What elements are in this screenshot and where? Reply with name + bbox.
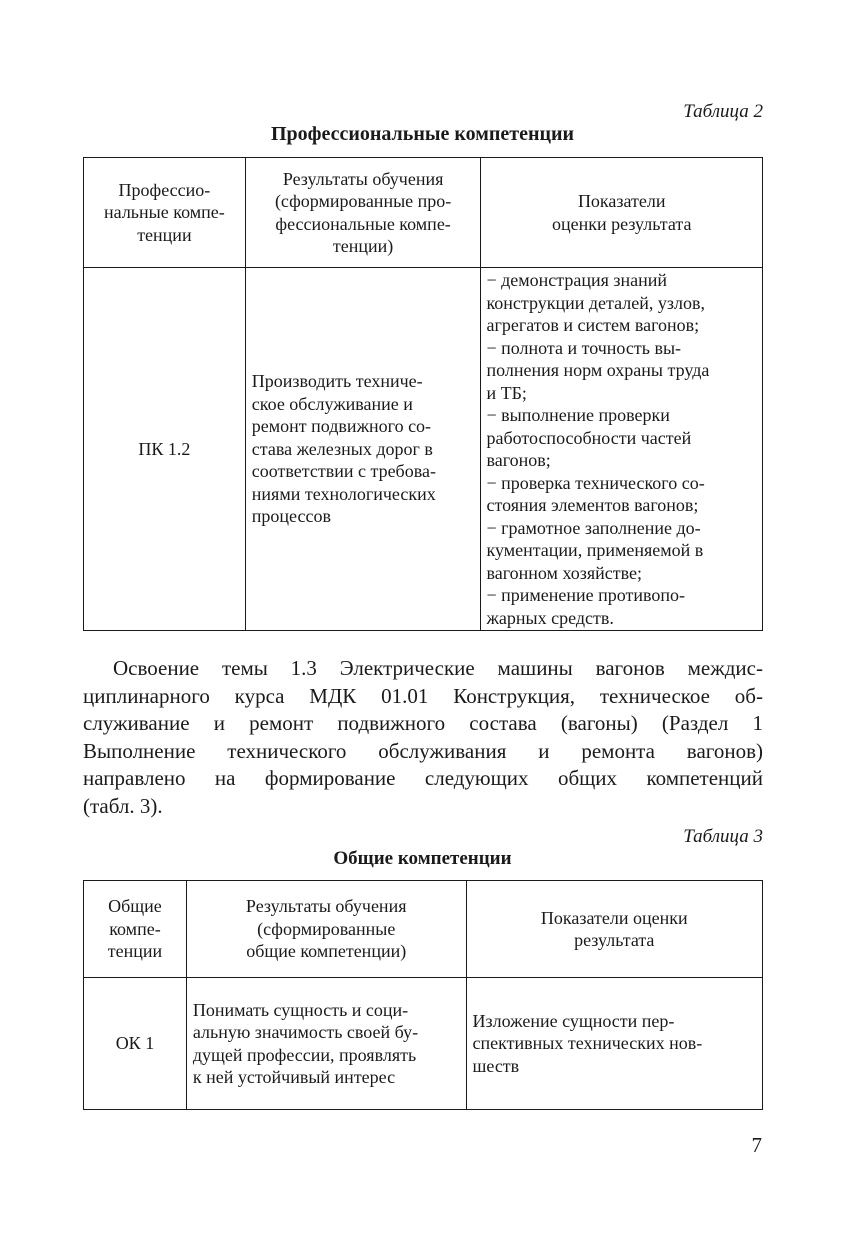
- cell-line: к ней устойчивый интерес: [192, 1067, 396, 1087]
- cell-line: Понимать сущность и соци-: [192, 999, 409, 1020]
- table2-indicator-cell: [481, 268, 763, 631]
- cell-line: жарных средств.: [486, 607, 614, 628]
- table3-indicator-cell: [466, 978, 762, 1110]
- table2-caption: Таблица 2: [683, 101, 763, 122]
- header-line: результата: [574, 930, 655, 950]
- paragraph-line: Выполнение технического обслуживания и ремонта вагонов): [83, 738, 763, 763]
- cell-line: − выполнение проверки: [486, 405, 670, 425]
- cell-line: и ТБ;: [486, 382, 527, 403]
- cell-line: конструкции деталей, узлов,: [486, 292, 705, 313]
- header-line: (сформированные: [257, 918, 396, 939]
- table2-header-competence: [84, 158, 246, 268]
- header-line: общие компетенции): [246, 941, 407, 962]
- table-row: [84, 978, 763, 1110]
- table3-header-competence: [84, 881, 187, 978]
- header-line: Общие: [108, 896, 162, 917]
- header-line: тенции: [137, 224, 192, 245]
- cell-line: вагонов;: [486, 450, 551, 470]
- body-paragraph: [83, 655, 763, 820]
- header-line: Показатели оценки: [540, 907, 688, 928]
- table-row: [84, 268, 763, 631]
- header-line: Результаты обучения: [282, 168, 444, 189]
- header-line: Показатели: [577, 191, 666, 211]
- table3-caption: Таблица 3: [683, 826, 763, 847]
- table2-header-results: [245, 158, 481, 268]
- paragraph-line: (табл. 3).: [83, 793, 163, 818]
- header-line: Результаты обучения: [245, 896, 407, 917]
- header-line: компе-: [109, 918, 161, 939]
- table3-header-results: [186, 881, 466, 978]
- cell-line: работоспособности частей: [486, 427, 692, 448]
- cell-line: агрегатов и систем вагонов;: [486, 315, 700, 335]
- cell-line: става железных дорог в: [251, 438, 433, 459]
- paragraph-line: служивание и ремонт подвижного состава (вагоны) (Раздел 1: [83, 711, 763, 735]
- paragraph-line: направлено на формирование следующих общих компетенций: [83, 766, 763, 790]
- cell-line: альную значимость своей бу-: [192, 1022, 419, 1042]
- table2-title: Профессиональные компетенции: [270, 123, 575, 145]
- page-number: 7: [751, 1133, 762, 1157]
- header-line: (сформированные про-: [274, 191, 452, 211]
- table2: [83, 157, 763, 631]
- table3-result-cell: [186, 978, 466, 1110]
- header-line: Профессио-: [118, 179, 211, 200]
- cell-line: ремонт подвижного со-: [251, 416, 432, 437]
- table3-header-row: [84, 881, 763, 978]
- cell-line: − применение противопо-: [486, 585, 686, 605]
- cell-line: Производить техниче-: [251, 371, 423, 392]
- header-line: нальные компе-: [104, 202, 225, 223]
- cell-line: соответствии с требова-: [251, 461, 436, 482]
- table2-header-indicators: [481, 158, 763, 268]
- header-line: тенции: [107, 941, 163, 962]
- paragraph-line: циплинарного курса МДК 01.01 Конструкция, техническое об-: [83, 683, 763, 708]
- table3-header-indicators: [466, 881, 762, 978]
- cell-line: шеств: [472, 1055, 520, 1076]
- header-line: фессиональные компе-: [275, 213, 451, 234]
- cell-line: кументации, применяемой в: [486, 540, 704, 560]
- cell-line: спективных технических нов-: [472, 1033, 703, 1054]
- cell-line: Изложение сущности пер-: [472, 1010, 675, 1031]
- table3-code-cell: ОК 1: [84, 978, 187, 1110]
- header-line: оценки результата: [551, 213, 692, 234]
- table2-code-cell: ПК 1.2: [84, 268, 246, 631]
- paragraph-line: Освоение темы 1.3 Электрические машины вагонов междис-: [113, 656, 763, 680]
- cell-line: стояния элементов вагонов;: [486, 495, 699, 515]
- cell-line: дущей профессии, проявлять: [192, 1044, 417, 1065]
- table2-header-row: [84, 158, 763, 268]
- cell-line: ское обслуживание и: [251, 393, 413, 414]
- cell-line: ниями технологических: [251, 483, 436, 504]
- cell-line: − грамотное заполнение до-: [486, 517, 701, 538]
- header-line: тенции): [332, 236, 394, 256]
- cell-line: − демонстрация знаний: [486, 270, 668, 290]
- cell-line: − полнота и точность вы-: [486, 337, 682, 358]
- cell-line: процессов: [251, 506, 331, 527]
- cell-line: полнения норм охраны труда: [486, 360, 710, 380]
- table3-title: Общие компетенции: [333, 848, 512, 869]
- cell-line: − проверка технического со-: [486, 472, 705, 493]
- cell-line: вагонном хозяйстве;: [486, 562, 643, 583]
- table2-result-cell: [245, 268, 481, 631]
- table3: [83, 880, 763, 1110]
